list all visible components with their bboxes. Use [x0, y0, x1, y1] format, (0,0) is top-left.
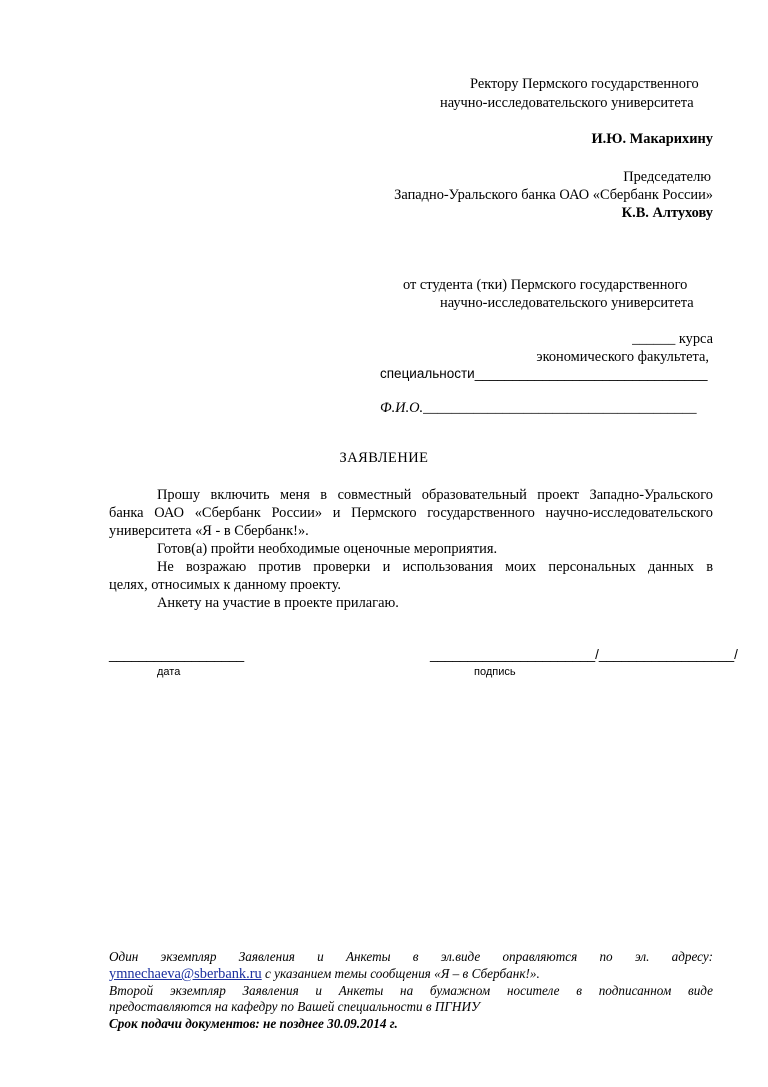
- signature-line: ______________________/__________________/: [430, 647, 738, 662]
- sender-line-1: от студента (тки) Пермского государственного: [403, 277, 688, 293]
- paragraph-1-line-2: банка ОАО «Сбербанк России» и Пермского государственного научно-исследовательского: [109, 505, 713, 521]
- date-label: дата: [157, 666, 181, 678]
- signature-label: подпись: [474, 666, 516, 678]
- paragraph-3-line-1: Не возражаю против проверки и использования моих персональных данных в: [157, 559, 713, 575]
- footer-line-1: Один экземпляр Заявления и Анкеты в эл.виде оправляются по эл. адресу:: [109, 949, 713, 964]
- footer-line-2: [109, 965, 713, 983]
- deadline-line: Срок подачи документов: не позднее 30.09.2014 г.: [109, 1016, 398, 1031]
- paragraph-4: Анкету на участие в проекте прилагаю.: [157, 595, 399, 611]
- fio-field: Ф.И.О.______________________________________: [380, 400, 697, 416]
- rector-line-1: Ректору Пермского государственного: [470, 76, 699, 92]
- footer-line-2-text: с указанием темы сообщения «Я – в Сбербанк!».: [261, 966, 540, 981]
- rector-line-2: научно-исследовательского университета: [440, 95, 694, 111]
- rector-name: И.Ю. Макарихину: [591, 131, 713, 147]
- sender-line-2: научно-исследовательского университета: [440, 295, 694, 311]
- document-title: ЗАЯВЛЕНИЕ: [339, 450, 429, 466]
- course-field: ______ курса: [632, 331, 713, 347]
- paragraph-2: Готов(а) пройти необходимые оценочные мероприятия.: [157, 541, 498, 557]
- specialty-field: специальности_______________________________: [380, 366, 708, 381]
- chair-title: Председателю: [623, 169, 711, 185]
- email-link[interactable]: ymnechaeva@sberbank.ru: [109, 966, 262, 982]
- paragraph-3-line-2: целях, относимых к данному проекту.: [109, 577, 341, 593]
- paragraph-1-line-3: университета «Я - в Сбербанк!».: [109, 523, 309, 539]
- footer-line-3: Второй экземпляр Заявления и Анкеты на бумажном носителе в подписанном виде: [109, 983, 713, 998]
- chair-name: К.В. Алтухову: [621, 205, 713, 221]
- paragraph-1-line-1: Прошу включить меня в совместный образовательный проект Западно-Уральского: [157, 487, 713, 503]
- date-line: __________________: [109, 647, 245, 662]
- chair-bank: Западно-Уральского банка ОАО «Сбербанк России»: [394, 187, 713, 203]
- footer-line-4: предоставляются на кафедру по Вашей специальности в ПГНИУ: [109, 999, 480, 1014]
- faculty-line: экономического факультета,: [536, 349, 709, 365]
